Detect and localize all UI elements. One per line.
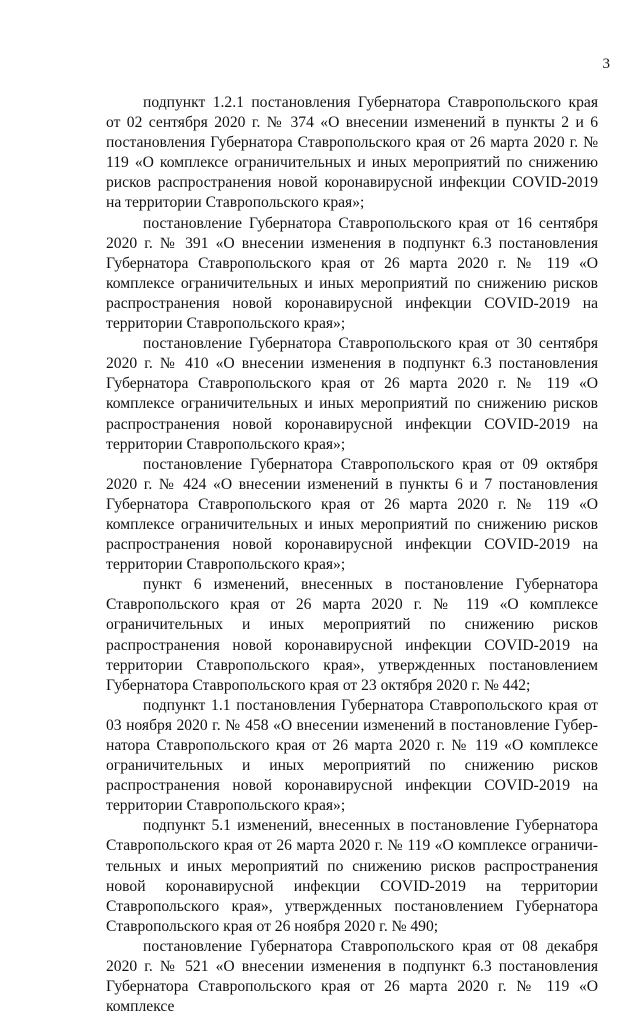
paragraph-5: пункт 6 изменений, внесенных в постановление Губернатора Ставропольского края от 26 марта 2020 г. № 119 «О комплексе ограничительных и иных мероприятий по снижению рисков распространения новой коронавирусной инфекции COVID-2019 на территории Ставропольского края», утвержденных постановлением Губернатора Ставропольского края от 23 октября 2020 г. № 442; [106, 576, 598, 694]
paragraph-3: постановление Губернатора Ставропольского края от 30 сентября 2020 г. № 410 «О внесении изменения в подпункт 6.3 постановления Губернатора Ставропольского края от 26 марта 2020 г. № 119 «О комплексе ограничительных и иных мероприятий по снижению рисков распространения новой коронавирусной инфекции COVID-2019 на территории Ставропольского края»; [106, 335, 598, 453]
page-number: 3 [602, 56, 610, 72]
paragraph-1: подпункт 1.2.1 постановления Губернатора Ставропольского края от 02 сентября 2020 г. № 374 «О внесении изменений в пункты 2 и 6 постановления Губернатора Ставропольского края от 26 марта 2020 г. № 119 «О комплексе ограничительных и иных мероприятий по снижению рисков распространения новой коронавирусной инфекции COVID-2019 на территории Ставропольского края»; [106, 94, 598, 212]
paragraph-2: постановление Губернатора Ставропольского края от 16 сентября 2020 г. № 391 «О внесении изменения в подпункт 6.3 постановления Губернатора Ставропольского края от 26 марта 2020 г. № 119 «О комплексе ограничительных и иных мероприятий по снижению рисков распространения новой коронавирусной инфекции COVID-2019 на территории Ставропольского края»; [106, 214, 598, 333]
paragraph-7: подпункт 5.1 изменений, внесенных в постановление Губернатора Ставропольского края от 26 марта 2020 г. № 119 «О комплексе ограничительных и иных мероприятий по снижению рисков распространения новой коронавирусной инфекции COVID-2019 на территории Ставропольского края», утвержденных постановлением Губернатора Ставропольского края от 26 ноября 2020 г. № 490; [106, 817, 598, 935]
paragraph-4: постановление Губернатора Ставропольского края от 09 октября 2020 г. № 424 «О внесении изменений в пункты 6 и 7 постановления Губернатора Ставропольского края от 26 марта 2020 г. № 119 «О комплексе ограничительных и иных мероприятий по снижению рисков распространения новой коронавирусной инфекции COVID-2019 на территории Ставропольского края»; [106, 455, 598, 574]
paragraph-6: подпункт 1.1 постановления Губернатора Ставропольского края от 03 ноября 2020 г. № 458 «О внесении изменений в постановление Губернатора Ставропольского края от 26 марта 2020 г. № 119 «О комплексе ограничительных и иных мероприятий по снижению рисков распространения новой коронавирусной инфекции COVID-2019 на территории Ставропольского края»; [106, 696, 598, 815]
paragraph-8: постановление Губернатора Ставропольского края от 08 декабря 2020 г. № 521 «О внесении изменения в подпункт 6.3 постановления Губернатора Ставропольского края от 26 марта 2020 г. № 119 «О комплексе [106, 937, 598, 1016]
document-body [106, 93, 598, 1017]
